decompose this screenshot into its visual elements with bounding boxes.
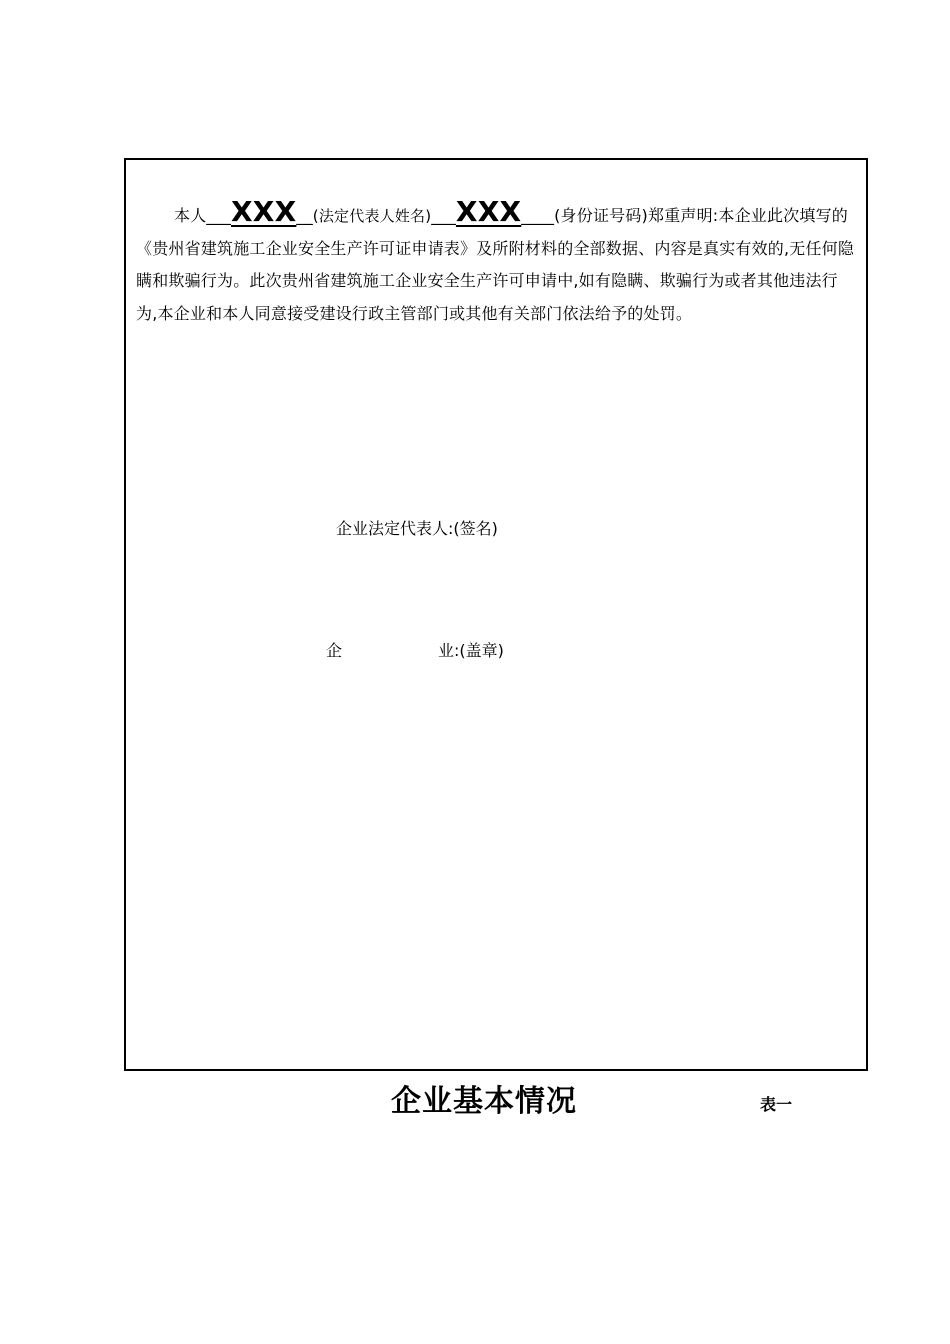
table-label: 表一	[760, 1095, 793, 1114]
name-note: (法定代表人姓名)	[312, 207, 432, 225]
company-seal-line	[326, 638, 504, 661]
declaration-body: 郑重声明:本企业此次填写的《贵州省建筑施工企业安全生产许可证申请表》及所附材料的全部数据、内容是真实有效的,无任何隐瞒和欺骗行为。此次贵州省建筑施工企业安全生产许可申请中,如有隐瞒、欺骗行为或者其他违法行为,本企业和本人同意接受建设行政主管部门或其他有关部门依法给予的处罚。	[136, 206, 855, 323]
seal-label-part2: 业:(盖章)	[438, 641, 504, 660]
id-blank-before: ___	[431, 206, 456, 225]
declaration-box	[124, 158, 868, 1071]
id-blank-after: ____	[521, 206, 555, 225]
id-note: (身份证号码)	[554, 206, 648, 225]
signature-label: 企业法定代表人:(签名)	[336, 519, 498, 538]
declaration-paragraph	[136, 195, 858, 330]
name-blank-after: __	[296, 206, 313, 225]
id-number-value: XXX	[455, 195, 522, 228]
legal-rep-signature-line	[336, 516, 498, 539]
seal-label-part1: 企	[326, 641, 343, 660]
name-blank-before: ___	[206, 206, 232, 225]
section-title: 企业基本情况	[391, 1084, 577, 1119]
declaration-lead: 本人	[174, 206, 207, 225]
legal-rep-name-value: XXX	[231, 195, 297, 228]
